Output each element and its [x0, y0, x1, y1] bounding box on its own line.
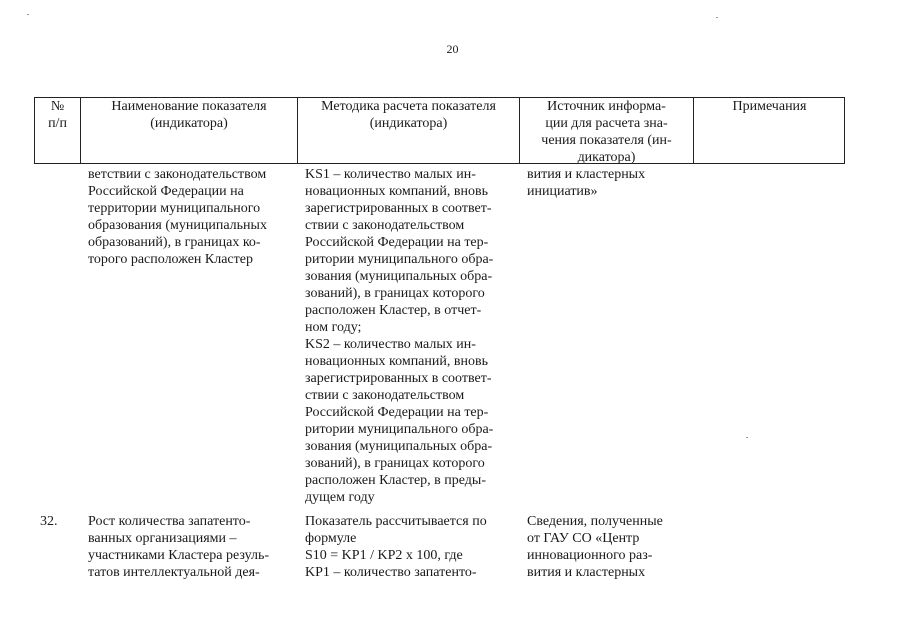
- text-line: ствии с законодательством: [305, 218, 465, 233]
- header-line: Источник информа-: [547, 99, 666, 114]
- text-line: вития и кластерных: [527, 565, 646, 580]
- continuation-source-cell: [527, 166, 645, 200]
- text-line: вития и кластерных: [527, 167, 646, 182]
- text-line: зования (муниципальных обра-: [305, 439, 493, 454]
- text-line: образования (муниципальных: [88, 218, 267, 233]
- text-line: зарегистрированных в соответ-: [305, 201, 492, 216]
- text-line: торого расположен Кластер: [88, 252, 253, 267]
- continuation-method-cell: [305, 166, 493, 506]
- text-line: Российской Федерации на тер-: [305, 405, 489, 420]
- text-line: ствии с законодательством: [305, 388, 465, 403]
- text-line: инициатив»: [527, 184, 598, 199]
- text-line: территории муниципального: [88, 201, 261, 216]
- text-line: S10 = KP1 / KP2 x 100, где: [305, 548, 463, 563]
- header-line: №: [50, 99, 65, 114]
- row-32-method-cell: [305, 513, 487, 581]
- text-line: от ГАУ СО «Центр: [527, 531, 640, 546]
- text-line: расположен Кластер, в преды-: [305, 473, 486, 488]
- header-indicator-name: [81, 98, 297, 132]
- scan-speck: [27, 14, 29, 15]
- header-line: ции для расчета зна-: [545, 116, 668, 131]
- header-line: (индикатора): [369, 116, 448, 131]
- text-line: новационных компаний, вновь: [305, 184, 488, 199]
- row-32-source-cell: [527, 513, 663, 581]
- text-line: Рост количества запатенто-: [88, 514, 251, 529]
- header-line: дикатора): [577, 150, 636, 165]
- scan-speck: [746, 437, 748, 438]
- text-line: ном году;: [305, 320, 362, 335]
- header-line: Примечания: [732, 99, 807, 114]
- text-line: новационных компаний, вновь: [305, 354, 488, 369]
- header-line: Наименование показателя: [111, 99, 267, 114]
- header-number: [35, 98, 80, 132]
- text-line: инновационного раз-: [527, 548, 653, 563]
- text-line: зований), в границах которого: [305, 286, 485, 301]
- text-line: зования (муниципальных обра-: [305, 269, 493, 284]
- text-line: зарегистрированных в соответ-: [305, 371, 492, 386]
- header-line: п/п: [48, 116, 67, 131]
- text-line: Российской Федерации на тер-: [305, 235, 489, 250]
- scan-speck: [716, 17, 718, 18]
- header-notes: [694, 98, 845, 115]
- row-number: 32.: [40, 514, 58, 529]
- text-line: KS1 – количество малых ин-: [305, 167, 476, 182]
- text-line: Показатель рассчитывается по: [305, 514, 487, 529]
- continuation-name-cell: [88, 166, 267, 268]
- header-method: [298, 98, 519, 132]
- text-line: дущем году: [305, 490, 375, 505]
- text-line: Российской Федерации на: [88, 184, 244, 199]
- text-line: ветствии с законодательством: [88, 167, 267, 182]
- text-line: зований), в границах которого: [305, 456, 485, 471]
- text-line: KS2 – количество малых ин-: [305, 337, 476, 352]
- text-line: ритории муниципального обра-: [305, 422, 494, 437]
- text-line: Сведения, полученные: [527, 514, 663, 529]
- header-line: (индикатора): [150, 116, 228, 131]
- text-line: расположен Кластер, в отчет-: [305, 303, 482, 318]
- text-line: ритории муниципального обра-: [305, 252, 494, 267]
- text-line: ванных организациями –: [88, 531, 237, 546]
- text-line: татов интеллектуальной дея-: [88, 565, 260, 580]
- header-source: [520, 98, 693, 166]
- header-line: чения показателя (ин-: [541, 133, 672, 148]
- text-line: образований), в границах ко-: [88, 235, 261, 250]
- text-line: KP1 – количество запатенто-: [305, 565, 477, 580]
- row-32-name-cell: [88, 513, 269, 581]
- page-number: 20: [446, 42, 459, 56]
- row-32-number: [40, 513, 58, 530]
- header-line: Методика расчета показателя: [321, 99, 496, 114]
- text-line: участниками Кластера резуль-: [88, 548, 270, 563]
- text-line: формуле: [305, 531, 357, 546]
